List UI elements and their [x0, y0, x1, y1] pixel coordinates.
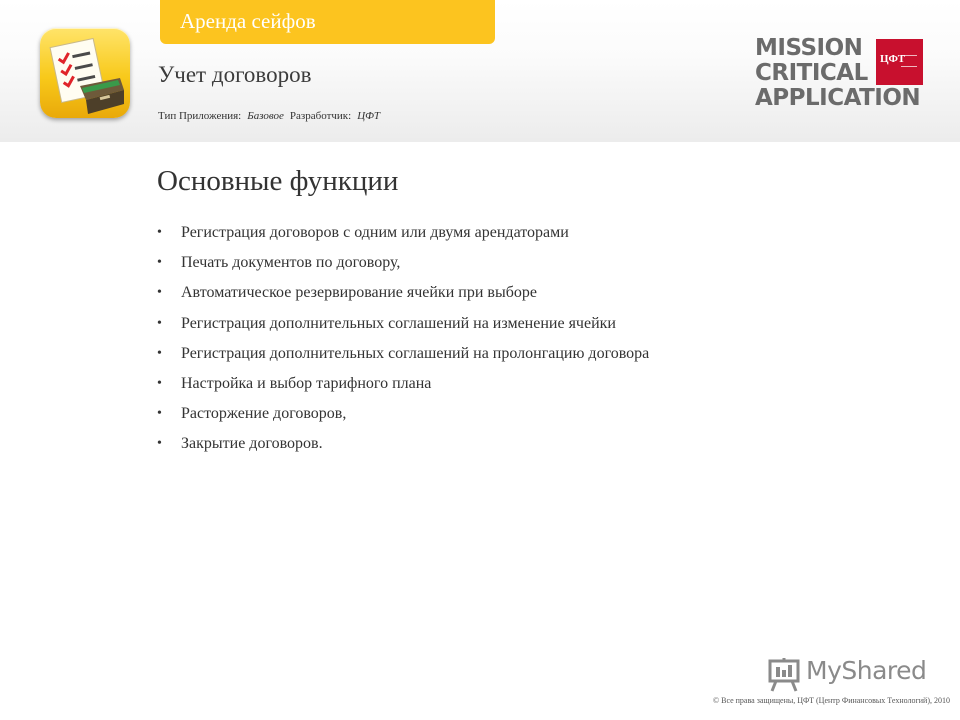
bullet-icon: • [157, 436, 162, 452]
app-meta [158, 110, 380, 122]
bullet-icon: • [157, 285, 162, 301]
bullet-icon: • [157, 225, 162, 240]
section-tab [160, 0, 495, 44]
app-title: Учет договоров [158, 62, 312, 87]
bullet-icon: • [157, 315, 162, 331]
myshared-watermark[interactable] [768, 656, 928, 692]
section-title: Основные функции [157, 165, 399, 197]
checklist-drawer-icon [40, 28, 130, 118]
type-label: Тип Приложения: [158, 110, 242, 122]
bullet-icon: • [157, 375, 162, 391]
type-value: Базовое [247, 110, 284, 122]
contracts-app-icon [40, 28, 130, 118]
copyright-footer: © Все права защищены, ЦФТ (Центр Финансовых Технологий), 2010 [713, 696, 950, 705]
cft-logo-text: ЦФТ [880, 53, 906, 65]
bullet-icon: • [157, 255, 162, 271]
developer-value: ЦФТ [357, 110, 380, 122]
brand-line-1: MISSION [755, 35, 863, 61]
cft-logo [876, 39, 923, 85]
bullet-icon: • [157, 406, 162, 422]
developer-label: Разработчик: [289, 110, 352, 122]
header-band [0, 0, 960, 142]
brand-line-2: CRITICAL [755, 60, 868, 86]
bullet-icon: • [157, 345, 162, 361]
watermark-text: MyShared [806, 656, 927, 685]
cft-logo-lines [901, 55, 917, 67]
brand-line-3: APPLICATION [755, 85, 921, 111]
section-tab-label: Аренда сейфов [180, 9, 316, 33]
presentation-board-icon [768, 658, 802, 692]
